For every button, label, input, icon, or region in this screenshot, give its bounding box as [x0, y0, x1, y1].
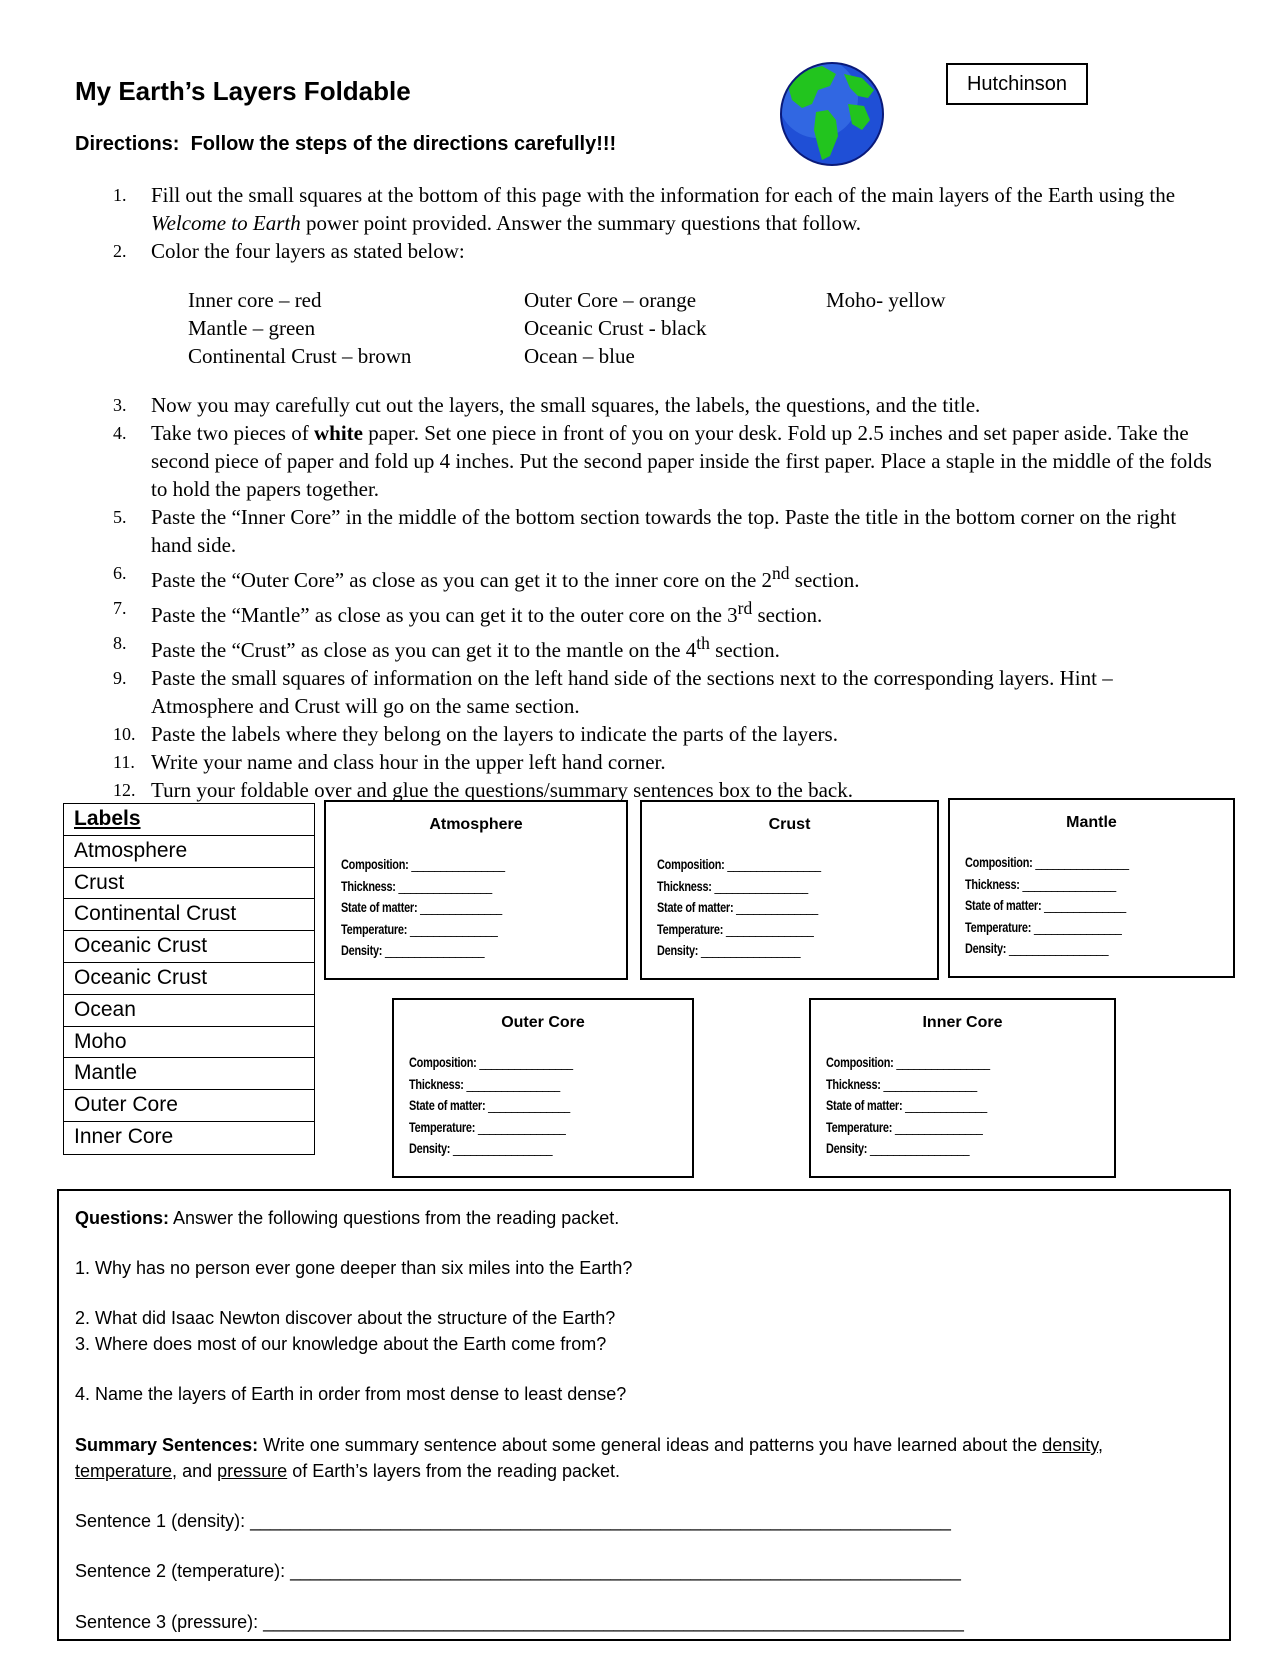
question-2: 2. What did Isaac Newton discover about the structure of the Earth?: [75, 1308, 616, 1328]
layer-box-title: Outer Core: [501, 1014, 585, 1031]
step-text: Now you may carefully cut out the layers, the small squares, the labels, the questions, and the title.: [151, 393, 981, 417]
layer-field-label: Density:: [657, 942, 699, 959]
layer-field-blank[interactable]: _________________: [1006, 940, 1109, 957]
layer-field-label: Thickness:: [657, 877, 712, 894]
layer-field-label: Composition:: [409, 1054, 477, 1070]
layer-field-blank[interactable]: _______________: [475, 1118, 566, 1135]
step-text: Fill out the small squares at the bottom of this page with the information for each of the main layers of the Earth using the Welcome to Earth power point provided. Answer the summary questions that follow.: [151, 183, 1176, 235]
step-text: Write your name and class hour in the upper left hand corner.: [151, 750, 666, 774]
layer-field[interactable]: [965, 940, 1129, 962]
layer-field-blank[interactable]: ______________: [1041, 897, 1126, 914]
layer-field[interactable]: [965, 897, 1129, 919]
step-text: Color the four layers as stated below:: [151, 239, 465, 263]
layer-field-blank[interactable]: ________________: [711, 877, 808, 894]
step-number: 1.: [113, 185, 127, 205]
layer-field-blank[interactable]: ______________: [417, 899, 502, 916]
layer-field-label: State of matter:: [409, 1097, 486, 1114]
layer-box-mantle: [948, 798, 1235, 978]
layer-field[interactable]: [409, 1054, 573, 1076]
layer-field[interactable]: [965, 854, 1129, 876]
layer-field-label: Thickness:: [965, 875, 1020, 892]
layer-field[interactable]: [657, 856, 821, 878]
questions-intro: [75, 1208, 619, 1229]
label-cell: Moho: [64, 1027, 314, 1059]
layer-field[interactable]: [341, 856, 505, 878]
and-word: and: [182, 1461, 213, 1481]
layer-field[interactable]: [826, 1054, 990, 1076]
color-instruction: Moho- yellow: [826, 288, 946, 312]
layer-field-blank[interactable]: ________________: [463, 1075, 560, 1092]
step-number: 7.: [113, 598, 127, 618]
step-number: 12.: [113, 780, 136, 800]
layer-field[interactable]: [657, 942, 821, 964]
layer-field[interactable]: [409, 1097, 573, 1119]
color-list-column-2: [524, 286, 707, 370]
step-text: Take two pieces of white paper. Set one piece in front of you on your desk. Fold up 2.5 inches and set paper aside. Take the second piece of paper and fold up 4 inches. Put the second paper inside the first paper. Place a staple in the middle of the folds to hold the papers together.: [151, 421, 1212, 501]
layer-field-label: Composition:: [965, 854, 1033, 870]
color-list-column-1: [188, 286, 411, 370]
question-1: 1. Why has no person ever gone deeper than six miles into the Earth?: [75, 1258, 633, 1278]
layer-field-blank[interactable]: ________________: [1032, 854, 1129, 870]
step-item: [75, 594, 1215, 629]
layer-field-label: Thickness:: [409, 1075, 464, 1092]
layer-field-blank[interactable]: ______________: [902, 1097, 987, 1114]
density-word: density,: [1042, 1435, 1103, 1455]
color-list-column-3: [826, 286, 946, 314]
layer-fields: [341, 856, 551, 964]
page-title: My Earth’s Layers Foldable: [75, 76, 411, 106]
label-cell: Ocean: [64, 995, 314, 1027]
layer-field[interactable]: [341, 899, 505, 921]
step-number: 4.: [113, 423, 127, 443]
layer-field-blank[interactable]: _________________: [382, 942, 485, 959]
step-number: 10.: [113, 724, 136, 744]
temperature-word: temperature,: [75, 1461, 178, 1481]
layer-field-blank[interactable]: ________________: [476, 1054, 573, 1070]
layer-fields: [657, 856, 867, 964]
step-text: Paste the labels where they belong on the layers to indicate the parts of the layers.: [151, 722, 838, 746]
summary-text-2: of Earth’s layers from the reading packet.: [292, 1461, 621, 1481]
layer-field-label: Temperature:: [965, 918, 1032, 935]
layer-field[interactable]: [341, 942, 505, 964]
color-instruction: Outer Core – orange: [524, 288, 697, 312]
label-cell: Oceanic Crust: [64, 963, 314, 995]
summary-line-1: [75, 1435, 1103, 1456]
summary-line-2: [75, 1461, 620, 1482]
sentence-2-field[interactable]: Sentence 2 (temperature): ___________________________________________________________________: [75, 1561, 961, 1581]
directions-heading: [75, 133, 616, 156]
layer-field-label: State of matter:: [826, 1097, 903, 1114]
layer-box-title: Inner Core: [922, 1014, 1003, 1031]
layer-field-label: Density:: [965, 940, 1007, 957]
steps-list-part-1: [75, 181, 1215, 265]
step-item: [75, 503, 1215, 559]
step-item: [75, 559, 1215, 594]
layer-field-blank[interactable]: _______________: [407, 920, 498, 937]
layer-box-inner-core: [809, 998, 1116, 1178]
step-text: Paste the “Crust” as close as you can get it to the mantle on the 4th section.: [151, 633, 780, 662]
layer-field-blank[interactable]: _______________: [892, 1118, 983, 1135]
step-item: [75, 419, 1215, 503]
label-cell: Outer Core: [64, 1090, 314, 1122]
step-item: [75, 181, 1215, 237]
sentence-1-field[interactable]: Sentence 1 (density): ______________________________________________________________________: [75, 1511, 951, 1531]
layer-field[interactable]: [826, 1076, 990, 1098]
layer-field-label: Density:: [341, 942, 383, 959]
layer-box-crust: [640, 800, 939, 980]
layer-field-label: Temperature:: [409, 1118, 476, 1135]
labels-table: [63, 803, 315, 1155]
layer-field-blank[interactable]: ________________: [1019, 875, 1116, 892]
layer-fields: [826, 1054, 1036, 1162]
step-number: 11.: [113, 752, 135, 772]
color-instruction: Inner core – red: [188, 288, 322, 312]
label-cell: Crust: [64, 868, 314, 900]
layer-field-blank[interactable]: ________________: [880, 1075, 977, 1092]
step-number: 9.: [113, 668, 127, 688]
layer-box-title: Crust: [768, 816, 811, 833]
layer-field-label: Density:: [826, 1140, 868, 1157]
layer-field-label: State of matter:: [341, 899, 418, 916]
layer-field-label: Composition:: [826, 1054, 894, 1070]
layer-field[interactable]: [409, 1119, 573, 1141]
directions-text: Follow the steps of the directions carefully!!!: [190, 133, 617, 155]
step-number: 6.: [113, 563, 127, 583]
step-text: Paste the “Inner Core” in the middle of the bottom section towards the top. Paste the title in the bottom corner on the right hand side.: [151, 505, 1177, 557]
layer-field[interactable]: [826, 1140, 990, 1162]
layer-field[interactable]: [826, 1119, 990, 1141]
layer-field[interactable]: [965, 876, 1129, 898]
layer-field-blank[interactable]: _________________: [867, 1140, 970, 1157]
step-number: 2.: [113, 241, 127, 261]
layer-field[interactable]: [965, 919, 1129, 941]
pressure-word: pressure: [217, 1461, 288, 1481]
layer-field-label: Composition:: [657, 856, 725, 872]
layer-field[interactable]: [341, 921, 505, 943]
layer-box-outer-core: [392, 998, 694, 1178]
layer-field[interactable]: [657, 921, 821, 943]
step-text: Paste the “Mantle” as close as you can get it to the outer core on the 3rd section.: [151, 598, 823, 627]
layer-box-title: Atmosphere: [429, 816, 523, 833]
sentence-3-field[interactable]: Sentence 3 (pressure): ______________________________________________________________________: [75, 1612, 964, 1632]
layer-field-blank[interactable]: _______________: [723, 920, 814, 937]
step-item: [75, 748, 1215, 776]
step-item: [75, 629, 1215, 664]
questions-label: Questions:: [75, 1208, 170, 1228]
layer-field[interactable]: [826, 1097, 990, 1119]
layer-field-blank[interactable]: _______________: [1031, 918, 1122, 935]
steps-list-part-2: [75, 391, 1215, 804]
step-number: 8.: [113, 633, 127, 653]
layer-box-title: Mantle: [1066, 814, 1117, 831]
question-3: 3. Where does most of our knowledge about the Earth come from?: [75, 1334, 607, 1354]
layer-box-atmosphere: [324, 800, 628, 980]
layer-field-blank[interactable]: ________________: [395, 877, 492, 894]
layer-field-label: Temperature:: [826, 1118, 893, 1135]
step-text: Turn your foldable over and glue the questions/summary sentences box to the back.: [151, 778, 853, 802]
layer-field-label: Density:: [409, 1140, 451, 1157]
questions-box: [57, 1189, 1231, 1641]
layer-field-label: Composition:: [341, 856, 409, 872]
layer-field-blank[interactable]: ______________: [485, 1097, 570, 1114]
label-cell: Continental Crust: [64, 899, 314, 931]
step-text: Paste the small squares of information on the left hand side of the sections next to the corresponding layers. Hint – Atmosphere and Crust will go on the same section.: [151, 666, 1113, 718]
summary-label: Summary Sentences:: [75, 1435, 259, 1455]
step-text: Paste the “Outer Core” as close as you can get it to the inner core on the 2nd section.: [151, 563, 860, 592]
layer-fields: [409, 1054, 619, 1162]
layer-field-label: State of matter:: [657, 899, 734, 916]
directions-label: Directions:: [75, 133, 180, 155]
color-instruction: Continental Crust – brown: [188, 344, 412, 368]
layer-field-label: Thickness:: [826, 1075, 881, 1092]
step-item: [75, 720, 1215, 748]
step-number: 3.: [113, 395, 127, 415]
label-cell: Inner Core: [74, 1124, 174, 1148]
earth-globe-icon: [778, 60, 886, 168]
layer-field-blank[interactable]: _________________: [450, 1140, 553, 1157]
layer-field[interactable]: [657, 878, 821, 900]
questions-intro-text: Answer the following questions from the reading packet.: [173, 1208, 620, 1228]
layer-field-label: State of matter:: [965, 897, 1042, 914]
layer-field[interactable]: [657, 899, 821, 921]
layer-field-blank[interactable]: ________________: [724, 856, 821, 872]
layer-field-label: Thickness:: [341, 877, 396, 894]
color-instruction: Oceanic Crust - black: [524, 316, 707, 340]
label-cell: Mantle: [64, 1058, 314, 1090]
layer-field-blank[interactable]: ________________: [408, 856, 505, 872]
layer-field[interactable]: [409, 1076, 573, 1098]
step-item: [75, 664, 1215, 720]
step-item: [75, 391, 1215, 419]
label-cell: Oceanic Crust: [64, 931, 314, 963]
label-cell: Atmosphere: [64, 836, 314, 868]
layer-field-blank[interactable]: _________________: [698, 942, 801, 959]
layer-field-label: Temperature:: [341, 920, 408, 937]
color-instruction: Mantle – green: [188, 316, 316, 340]
layer-fields: [965, 854, 1175, 962]
layer-field-blank[interactable]: ________________: [893, 1054, 990, 1070]
step-item: [75, 237, 1215, 265]
color-instruction: Ocean – blue: [524, 344, 635, 368]
step-number: 5.: [113, 507, 127, 527]
layer-field[interactable]: [341, 878, 505, 900]
teacher-name-box: Hutchinson: [946, 63, 1088, 105]
summary-text-1: Write one summary sentence about some general ideas and patterns you have learned about the: [263, 1435, 1038, 1455]
labels-heading: Labels: [64, 804, 314, 836]
question-4: 4. Name the layers of Earth in order from most dense to least dense?: [75, 1384, 627, 1404]
layer-field[interactable]: [409, 1140, 573, 1162]
layer-field-blank[interactable]: ______________: [733, 899, 818, 916]
layer-field-label: Temperature:: [657, 920, 724, 937]
